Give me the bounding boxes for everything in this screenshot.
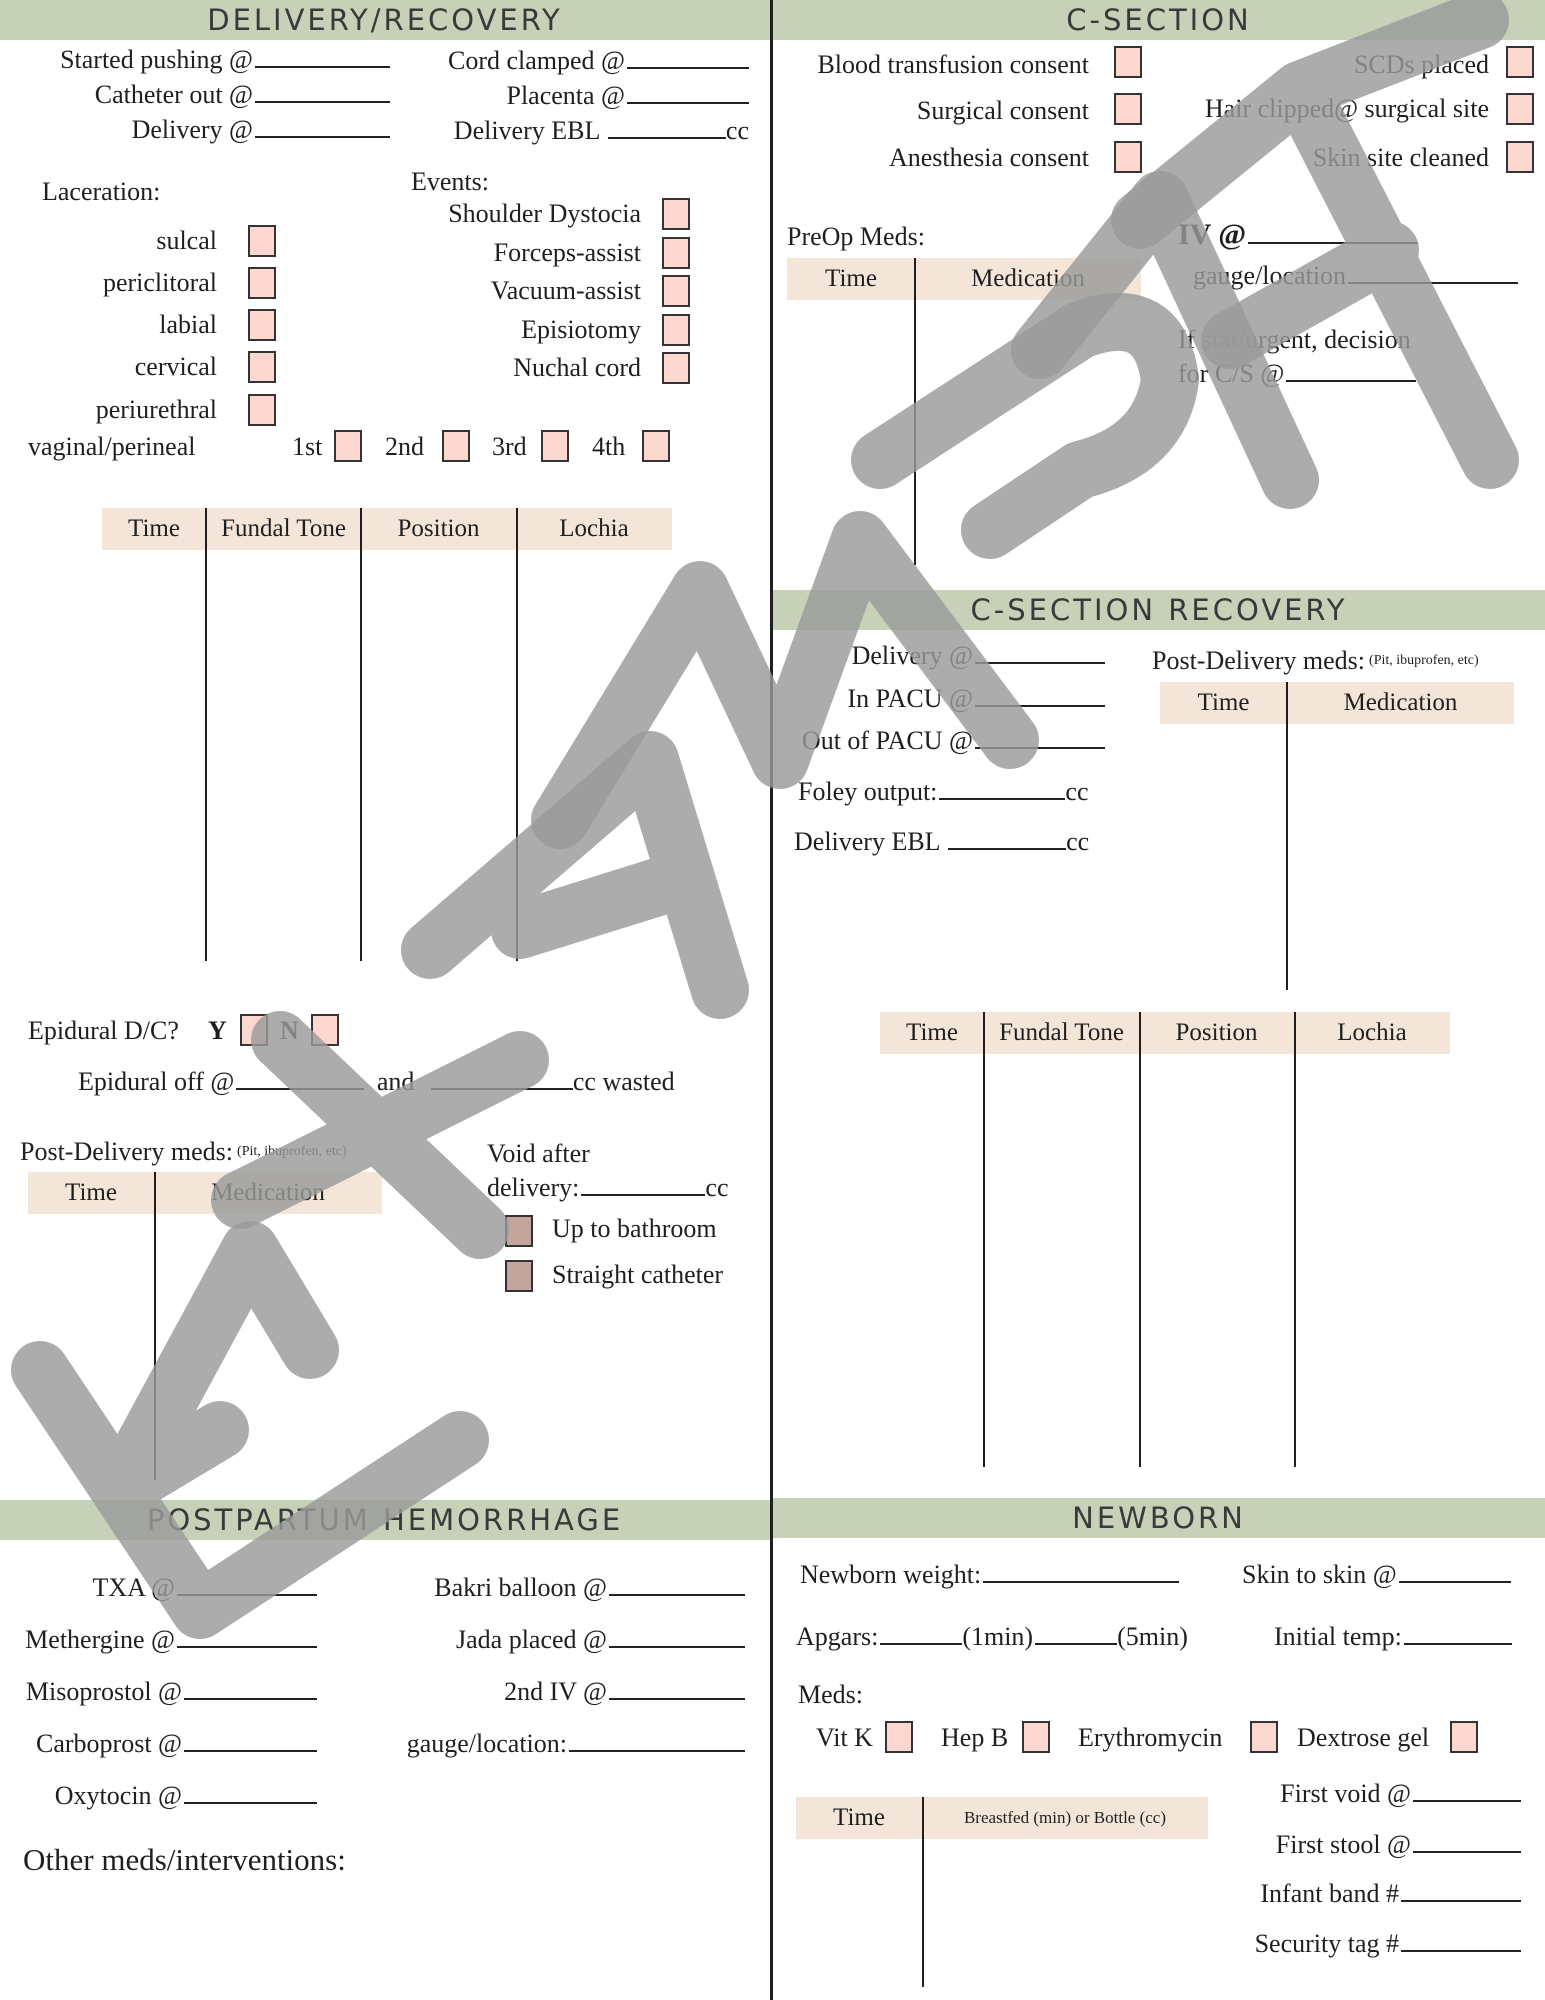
watermark-letter-a [430,760,720,990]
table-header-time: Time [906,1019,958,1046]
foley-output-field[interactable] [939,797,1065,800]
skin-to-skin-field[interactable] [1399,1580,1511,1583]
anesthesia-consent-checkbox[interactable] [1114,141,1142,173]
page-center-divider [770,0,773,2000]
watermark-letter-p [880,322,1170,530]
straight-catheter-label: Straight catheter [552,1260,724,1289]
oxytocin-label: Oxytocin @ [55,1781,317,1811]
catheter-out-field[interactable] [255,100,390,103]
pph-gauge-location-label: gauge/location: [407,1729,745,1759]
event-forceps-assist-label: Forceps-assist [493,238,641,267]
cs-recovery-table-header [880,1012,1450,1054]
degree-4th-checkbox[interactable] [642,430,670,462]
delivery-ebl-field[interactable] [608,136,726,139]
epidural-off-label: Epidural off @ and cc wasted [78,1067,675,1096]
table-header-time: Time [825,265,877,292]
preop-meds-table-header [787,258,1141,300]
first-void-label: First void @ [1280,1779,1521,1809]
dextrose-gel-label: Dextrose gel [1297,1723,1430,1752]
up-to-bathroom-checkbox[interactable] [505,1215,533,1247]
table-column-divider [914,258,916,565]
delivery-post-meds-label: Post-Delivery meds: $^{(Pit, ibuprofen, etc)}$ [20,1137,347,1166]
table-column-divider [1294,1012,1296,1467]
table-header-feeding: Breastfed (min) or Bottle (cc) [963,1808,1167,1827]
table-header-medication: Medication [211,1179,325,1206]
table-header-fundal-tone: Fundal Tone [221,515,346,542]
laceration-periurethral-label: periurethral [95,395,217,424]
started-pushing-field[interactable] [255,65,390,68]
events-label: Events: [411,167,489,196]
table-header-time: Time [1197,689,1250,716]
epidural-yes-label: Y [208,1016,227,1045]
void-amount-field[interactable] [581,1193,705,1196]
event-shoulder-dystocia-label: Shoulder Dystocia [448,199,641,228]
void-delivery-label: delivery: cc [487,1173,729,1202]
apgar-1min-field[interactable] [880,1642,962,1645]
misoprostol-label: Misoprostol @ [26,1677,317,1707]
laceration-periclitoral-checkbox[interactable] [248,267,276,299]
table-column-divider [1139,1012,1141,1467]
first-stool-field[interactable] [1413,1850,1521,1853]
out-of-pacu-field[interactable] [975,746,1105,749]
table-column-divider [1286,682,1288,990]
infant-band-field[interactable] [1401,1899,1521,1902]
infant-band-label: Infant band # [1260,1879,1521,1909]
second-iv-label: 2nd IV @ [504,1677,745,1707]
cs-delivery-label: Delivery @ [852,641,1105,671]
section-title-postpartum-hemorrhage: POSTPARTUM HEMORRHAGE [0,1500,770,1540]
blood-transfusion-consent-label: Blood transfusion consent [817,50,1089,79]
oxytocin-field[interactable] [184,1801,317,1804]
event-episiotomy-label: Episiotomy [521,315,641,344]
vit-k-label: Vit K [816,1723,873,1752]
degree-2nd-label: 2nd [385,432,424,461]
event-episiotomy-checkbox[interactable] [662,314,690,346]
event-nuchal-cord-checkbox[interactable] [662,352,690,384]
vit-k-checkbox[interactable] [885,1721,913,1753]
watermark-letter-e [40,1250,460,1610]
apgars-label: Apgars: (1min) (5min) [796,1622,1188,1651]
placenta-label: Placenta @ [506,81,749,111]
table-header-lochia: Lochia [559,515,629,542]
second-iv-field[interactable] [609,1697,745,1700]
surgical-consent-checkbox[interactable] [1114,93,1142,125]
in-pacu-field[interactable] [975,704,1105,707]
laceration-cervical-checkbox[interactable] [248,351,276,383]
table-header-time: Time [128,515,180,542]
newborn-weight-label: Newborn weight: [800,1560,1179,1590]
cord-clamped-label: Cord clamped @ [448,46,749,76]
skin-site-cleaned-label: Skin site cleaned [1312,143,1489,172]
skin-site-cleaned-checkbox[interactable] [1506,141,1534,173]
delivery-time-field[interactable] [255,135,390,138]
newborn-meds-label: Meds: [798,1680,863,1709]
table-header-medication: Medication [971,265,1085,292]
iv-label: IV @ [1178,218,1418,252]
epidural-yes-checkbox[interactable] [240,1014,268,1046]
scds-placed-label: SCDs placed [1353,50,1489,79]
cord-clamped-field[interactable] [627,66,749,69]
carboprost-label: Carboprost @ [36,1729,317,1759]
surgical-consent-label: Surgical consent [916,96,1089,125]
erythromycin-checkbox[interactable] [1250,1721,1278,1753]
stat-decision-time-label: for C/S @ [1178,359,1416,389]
scds-placed-checkbox[interactable] [1506,46,1534,78]
dextrose-gel-checkbox[interactable] [1450,1721,1478,1753]
table-header-fundal-tone: Fundal Tone [999,1019,1124,1046]
methergine-label: Methergine @ [25,1625,317,1655]
epidural-wasted-field[interactable] [431,1087,573,1090]
degree-1st-label: 1st [292,432,323,461]
degree-4th-label: 4th [592,432,626,461]
event-vacuum-assist-checkbox[interactable] [662,275,690,307]
table-header-time: Time [833,1804,885,1831]
stat-decision-field[interactable] [1286,379,1416,382]
table-column-divider [922,1797,924,1987]
cs-delivery-field[interactable] [975,661,1105,664]
section-title-c-section-recovery: C-SECTION RECOVERY [773,590,1545,630]
bakri-balloon-label: Bakri balloon @ [434,1573,745,1603]
epidural-off-field[interactable] [236,1087,364,1090]
delivery-recovery-table-header [102,508,672,550]
hair-clipped-label: Hair clipped@ surgical site [1204,94,1489,123]
laceration-cervical-label: cervical [134,352,217,381]
jada-placed-field[interactable] [609,1645,745,1648]
cs-delivery-ebl-field[interactable] [948,847,1066,850]
table-header-time: Time [65,1179,117,1206]
newborn-weight-field[interactable] [983,1580,1179,1583]
first-stool-label: First stool @ [1276,1830,1521,1860]
txa-label: TXA @ [93,1573,317,1603]
hep-b-checkbox[interactable] [1022,1721,1050,1753]
delivery-meds-table-header [28,1172,382,1214]
bakri-balloon-field[interactable] [609,1593,745,1596]
txa-field[interactable] [177,1593,317,1596]
laceration-periclitoral-label: periclitoral [102,268,217,297]
carboprost-field[interactable] [184,1749,317,1752]
hair-clipped-checkbox[interactable] [1506,93,1534,125]
other-meds-label: Other meds/interventions: [23,1842,346,1877]
straight-catheter-checkbox[interactable] [505,1260,533,1292]
blood-transfusion-consent-checkbox[interactable] [1114,46,1142,78]
in-pacu-label: In PACU @ [847,684,1105,714]
pph-gauge-location-field[interactable] [569,1749,745,1752]
security-tag-label: Security tag # [1255,1929,1521,1959]
vaginal-perineal-label: vaginal/perineal [28,432,196,461]
table-column-divider [205,508,207,961]
methergine-field[interactable] [177,1645,317,1648]
epidural-no-label: N [280,1016,299,1045]
jada-placed-label: Jada placed @ [456,1625,745,1655]
degree-3rd-label: 3rd [492,432,527,461]
preop-meds-label: PreOp Meds: [787,222,925,251]
table-column-divider [360,508,362,961]
void-after-label: Void after [487,1139,590,1168]
event-forceps-assist-checkbox[interactable] [662,237,690,269]
event-nuchal-cord-label: Nuchal cord [513,353,641,382]
iv-field[interactable] [1248,241,1418,244]
out-of-pacu-label: Out of PACU @ [802,726,1105,756]
degree-1st-checkbox[interactable] [334,430,362,462]
apgar-5min-field[interactable] [1035,1642,1117,1645]
epidural-no-checkbox[interactable] [311,1014,339,1046]
first-void-field[interactable] [1413,1799,1521,1802]
laceration-sulcal-checkbox[interactable] [248,225,276,257]
laceration-labial-checkbox[interactable] [248,309,276,341]
degree-3rd-checkbox[interactable] [541,430,569,462]
security-tag-field[interactable] [1401,1949,1521,1952]
laceration-label: Laceration: [42,177,161,206]
hep-b-label: Hep B [941,1723,1009,1752]
skin-to-skin-label: Skin to skin @ [1242,1560,1511,1590]
iv-gauge-location-field[interactable] [1348,281,1518,284]
initial-temp-label: Initial temp: [1274,1622,1512,1652]
stat-decision-label: If stat/urgent, decision [1178,325,1411,354]
section-title-delivery-recovery: DELIVERY/RECOVERY [0,0,770,40]
table-column-divider [983,1012,985,1467]
cs-meds-table-header [1160,682,1514,724]
catheter-out-label: Catheter out @ [95,80,390,110]
initial-temp-field[interactable] [1404,1642,1512,1645]
erythromycin-label: Erythromycin [1078,1723,1223,1752]
foley-output-label: Foley output: cc [798,777,1089,806]
degree-2nd-checkbox[interactable] [442,430,470,462]
table-header-lochia: Lochia [1337,1019,1407,1046]
event-vacuum-assist-label: Vacuum-assist [490,276,641,305]
placenta-field[interactable] [627,101,749,104]
up-to-bathroom-label: Up to bathroom [552,1214,717,1243]
cs-delivery-ebl-label: Delivery EBL cc [794,827,1090,856]
event-shoulder-dystocia-checkbox[interactable] [662,198,690,230]
cs-post-meds-label: Post-Delivery meds: $^{(Pit, ibuprofen, etc)}$ [1152,646,1479,675]
anesthesia-consent-label: Anesthesia consent [888,143,1089,172]
section-title-newborn: NEWBORN [773,1498,1545,1538]
delivery-time-label: Delivery @ [132,115,390,145]
iv-gauge-location-label: gauge/location [1193,261,1518,291]
delivery-ebl-label: Delivery EBL cc [453,116,749,145]
epidural-dc-label: Epidural D/C? [28,1016,179,1045]
misoprostol-field[interactable] [184,1697,317,1700]
section-title-c-section: C-SECTION [773,0,1545,40]
table-column-divider [516,508,518,961]
feeding-table-header [796,1797,1208,1839]
table-header-position: Position [1175,1019,1258,1046]
laceration-sulcal-label: sulcal [156,226,217,255]
table-header-medication: Medication [1343,689,1458,716]
table-column-divider [154,1172,156,1480]
laceration-labial-label: labial [159,310,217,339]
started-pushing-label: Started pushing @ [60,45,390,75]
table-header-position: Position [397,515,480,542]
laceration-periurethral-checkbox[interactable] [248,394,276,426]
